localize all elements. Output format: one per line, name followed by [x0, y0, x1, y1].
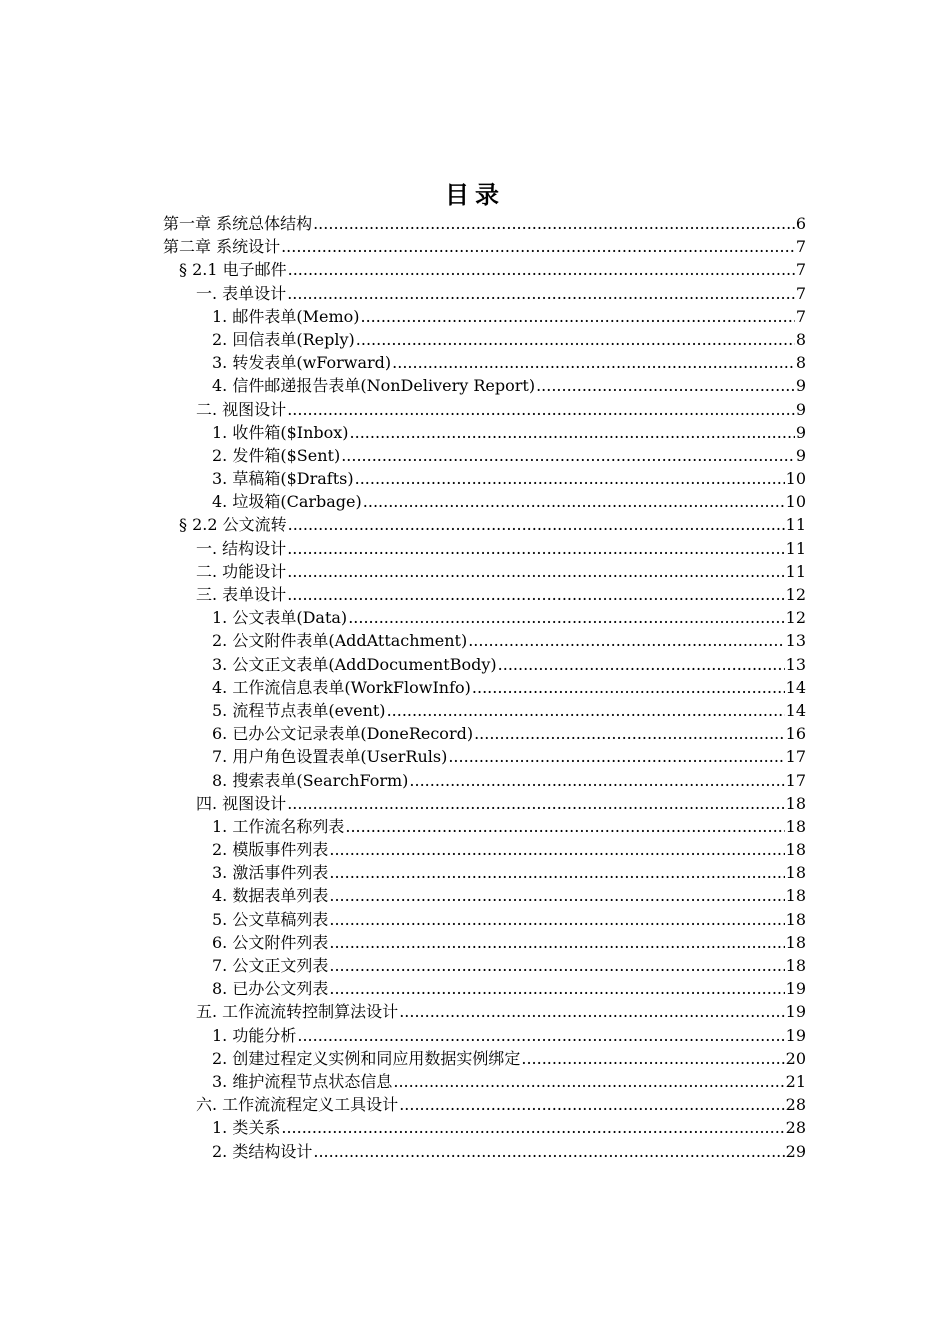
- dot-leader: [498, 653, 785, 676]
- toc-entry-page-number: 7: [795, 306, 806, 326]
- toc-entry[interactable]: [163, 861, 806, 884]
- toc-entry[interactable]: [163, 583, 806, 606]
- toc-entry-page-number: 18: [785, 840, 806, 860]
- toc-entry-title: 4. 信件邮递报告表单(NonDelivery Report): [212, 376, 536, 396]
- toc-entry-page-number: 18: [785, 793, 806, 813]
- dot-leader: [287, 583, 784, 606]
- toc-entry-page-number: 8: [795, 353, 806, 373]
- toc-entry-title: 6. 已办公文记录表单(DoneRecord): [212, 724, 474, 744]
- dot-leader: [472, 676, 785, 699]
- toc-entry[interactable]: [163, 374, 806, 397]
- toc-entry-title: 1. 收件箱($Inbox): [212, 422, 349, 442]
- toc-entry-title: 第一章 系统总体结构: [163, 214, 313, 233]
- toc-entry-page-number: 11: [785, 538, 806, 558]
- dot-leader: [409, 769, 784, 792]
- toc-entry[interactable]: [163, 606, 806, 629]
- toc-entry-page-number: 11: [785, 515, 806, 535]
- dot-leader: [448, 745, 784, 768]
- toc-entry-title: 3. 草稿箱($Drafts): [212, 469, 354, 489]
- toc-entry-title: 四. 视图设计: [196, 793, 287, 813]
- toc-entry[interactable]: [163, 444, 806, 467]
- dot-leader: [341, 444, 795, 467]
- dot-leader: [474, 722, 785, 745]
- dot-leader: [350, 421, 795, 444]
- toc-entry[interactable]: [163, 769, 806, 792]
- toc-entry-title: 4. 工作流信息表单(WorkFlowInfo): [212, 677, 471, 697]
- dot-leader: [281, 1116, 784, 1139]
- toc-entry-page-number: 6: [795, 214, 806, 233]
- toc-entry[interactable]: [163, 745, 806, 768]
- dot-leader: [288, 513, 785, 536]
- toc-entry-title: 二. 功能设计: [196, 561, 287, 581]
- toc-entry[interactable]: [163, 838, 806, 861]
- dot-leader: [536, 374, 795, 397]
- toc-entry-title: 3. 转发表单(wForward): [212, 353, 392, 373]
- toc-entry[interactable]: [163, 258, 806, 281]
- toc-entry-title: 8. 已办公文列表: [212, 979, 329, 999]
- dot-leader: [393, 1070, 784, 1093]
- toc-entry[interactable]: [163, 815, 806, 838]
- dot-leader: [313, 212, 795, 235]
- toc-entry[interactable]: [163, 351, 806, 374]
- toc-entry-title: § 2.2 公文流转: [179, 515, 287, 535]
- toc-entry-page-number: 18: [785, 909, 806, 929]
- toc-entry-page-number: 18: [785, 956, 806, 975]
- toc-entry[interactable]: [163, 653, 806, 676]
- toc-entry-page-number: 12: [785, 585, 806, 604]
- toc-entry-page-number: 9: [795, 422, 806, 442]
- dot-leader: [329, 931, 784, 954]
- dot-leader: [399, 1000, 784, 1023]
- dot-leader: [287, 792, 784, 815]
- toc-entry-page-number: 28: [785, 1095, 806, 1115]
- toc-entry[interactable]: [163, 722, 806, 745]
- toc-entry[interactable]: [163, 1116, 806, 1139]
- dot-leader: [399, 1093, 784, 1116]
- toc-entry-title: 2. 类结构设计: [212, 1141, 313, 1161]
- toc-entry[interactable]: [163, 305, 806, 328]
- toc-entry-title: 5. 公文草稿列表: [212, 909, 329, 929]
- toc-entry[interactable]: [163, 676, 806, 699]
- dot-leader: [361, 305, 795, 328]
- toc-entry-title: 6. 公文附件列表: [212, 932, 329, 952]
- dot-leader: [363, 490, 785, 513]
- dot-leader: [288, 258, 795, 281]
- toc-entry-page-number: 14: [785, 700, 806, 720]
- toc-entry-page-number: 21: [785, 1071, 806, 1091]
- toc-entry[interactable]: [163, 699, 806, 722]
- page-title: 目录: [445, 181, 505, 209]
- dot-leader: [392, 351, 795, 374]
- dot-leader: [345, 815, 784, 838]
- toc-entry[interactable]: [163, 421, 806, 444]
- toc-entry[interactable]: [163, 1024, 806, 1047]
- toc-entry[interactable]: [163, 398, 806, 421]
- dot-leader: [521, 1047, 784, 1070]
- toc-entry-page-number: 29: [785, 1141, 806, 1161]
- table-of-contents: [163, 212, 806, 1163]
- toc-entry[interactable]: [163, 931, 806, 954]
- toc-entry-page-number: 14: [785, 677, 806, 697]
- toc-entry-page-number: 19: [785, 1002, 806, 1022]
- toc-entry-title: 一. 表单设计: [196, 283, 287, 303]
- dot-leader: [329, 884, 784, 907]
- toc-entry-title: 3. 激活事件列表: [212, 863, 329, 883]
- toc-entry-title: 1. 公文表单(Data): [212, 608, 348, 628]
- toc-entry-title: § 2.1 电子邮件: [179, 260, 287, 280]
- toc-entry-page-number: 17: [785, 770, 806, 790]
- toc-entry-page-number: 7: [795, 237, 806, 257]
- toc-entry[interactable]: [163, 537, 806, 560]
- toc-entry-title: 1. 邮件表单(Memo): [212, 306, 360, 326]
- toc-entry[interactable]: [163, 792, 806, 815]
- dot-leader: [297, 1024, 784, 1047]
- toc-entry-page-number: 7: [795, 260, 806, 280]
- toc-entry-page-number: 20: [785, 1048, 806, 1068]
- toc-entry[interactable]: [163, 1093, 806, 1116]
- dot-leader: [468, 629, 784, 652]
- toc-entry-title: 第二章 系统设计: [163, 237, 281, 257]
- toc-entry-title: 3. 维护流程节点状态信息: [212, 1071, 393, 1091]
- toc-entry[interactable]: [163, 908, 806, 931]
- toc-entry[interactable]: [163, 328, 806, 351]
- toc-entry-title: 7. 公文正文列表: [212, 956, 329, 975]
- toc-entry-page-number: 8: [795, 329, 806, 349]
- toc-entry-page-number: 9: [795, 445, 806, 465]
- toc-entry-page-number: 9: [795, 399, 806, 419]
- toc-entry[interactable]: [163, 629, 806, 652]
- dot-leader: [287, 398, 795, 421]
- toc-entry-title: 一. 结构设计: [196, 538, 287, 558]
- toc-entry[interactable]: [163, 884, 806, 907]
- dot-leader: [287, 537, 784, 560]
- toc-entry-title: 五. 工作流流转控制算法设计: [196, 1002, 399, 1022]
- toc-entry[interactable]: [163, 490, 806, 513]
- toc-entry-page-number: 10: [785, 469, 806, 489]
- toc-entry-page-number: 7: [795, 283, 806, 303]
- toc-entry-title: 2. 创建过程定义实例和同应用数据实例绑定: [212, 1048, 521, 1068]
- toc-entry-title: 六. 工作流流程定义工具设计: [196, 1095, 399, 1115]
- dot-leader: [287, 560, 784, 583]
- dot-leader: [313, 1140, 784, 1163]
- toc-entry-title: 1. 工作流名称列表: [212, 816, 345, 836]
- toc-entry-page-number: 19: [785, 1025, 806, 1045]
- toc-entry[interactable]: [163, 560, 806, 583]
- toc-entry-page-number: 18: [785, 932, 806, 952]
- toc-entry-page-number: 18: [785, 863, 806, 883]
- toc-entry-page-number: 11: [785, 561, 806, 581]
- dot-leader: [329, 977, 784, 1000]
- toc-entry-title: 8. 搜索表单(SearchForm): [212, 770, 409, 790]
- toc-entry-page-number: 19: [785, 979, 806, 999]
- toc-entry-title: 2. 模版事件列表: [212, 840, 329, 860]
- toc-entry-page-number: 18: [785, 816, 806, 836]
- toc-entry-title: 2. 回信表单(Reply): [212, 329, 355, 349]
- dot-leader: [329, 838, 784, 861]
- toc-entry-page-number: 16: [785, 724, 806, 744]
- toc-entry-page-number: 28: [785, 1118, 806, 1138]
- dot-leader: [287, 282, 795, 305]
- toc-entry[interactable]: [163, 513, 806, 536]
- toc-entry-title: 7. 用户角色设置表单(UserRuls): [212, 747, 448, 767]
- dot-leader: [355, 467, 785, 490]
- toc-entry[interactable]: [163, 282, 806, 305]
- toc-entry[interactable]: [163, 212, 806, 235]
- toc-entry-title: 4. 垃圾箱(Carbage): [212, 492, 362, 512]
- toc-entry-title: 2. 公文附件表单(AddAttachment): [212, 631, 468, 651]
- toc-entry[interactable]: [163, 1047, 806, 1070]
- toc-entry[interactable]: [163, 1070, 806, 1093]
- toc-entry-page-number: 18: [785, 886, 806, 906]
- toc-entry-title: 二. 视图设计: [196, 399, 287, 419]
- dot-leader: [356, 328, 795, 351]
- dot-leader: [281, 235, 795, 258]
- toc-entry-title: 1. 功能分析: [212, 1025, 297, 1045]
- toc-entry[interactable]: [163, 1140, 806, 1163]
- dot-leader: [329, 861, 784, 884]
- toc-entry-title: 5. 流程节点表单(event): [212, 700, 386, 720]
- dot-leader: [329, 954, 784, 977]
- toc-entry-page-number: 12: [785, 608, 806, 628]
- toc-entry-title: 3. 公文正文表单(AddDocumentBody): [212, 654, 497, 674]
- toc-entry[interactable]: [163, 467, 806, 490]
- toc-entry-title: 4. 数据表单列表: [212, 886, 329, 906]
- toc-entry[interactable]: [163, 1000, 806, 1023]
- dot-leader: [387, 699, 785, 722]
- toc-entry-title: 1. 类关系: [212, 1118, 281, 1138]
- toc-entry-page-number: 9: [795, 376, 806, 396]
- dot-leader: [329, 908, 784, 931]
- dot-leader: [348, 606, 784, 629]
- toc-entry[interactable]: [163, 954, 806, 977]
- toc-entry-title: 2. 发件箱($Sent): [212, 445, 341, 465]
- toc-entry[interactable]: [163, 235, 806, 258]
- toc-entry[interactable]: [163, 977, 806, 1000]
- toc-entry-page-number: 17: [785, 747, 806, 767]
- toc-entry-page-number: 10: [785, 492, 806, 512]
- toc-entry-page-number: 13: [785, 631, 806, 651]
- toc-entry-page-number: 13: [785, 654, 806, 674]
- toc-entry-title: 三. 表单设计: [196, 585, 287, 604]
